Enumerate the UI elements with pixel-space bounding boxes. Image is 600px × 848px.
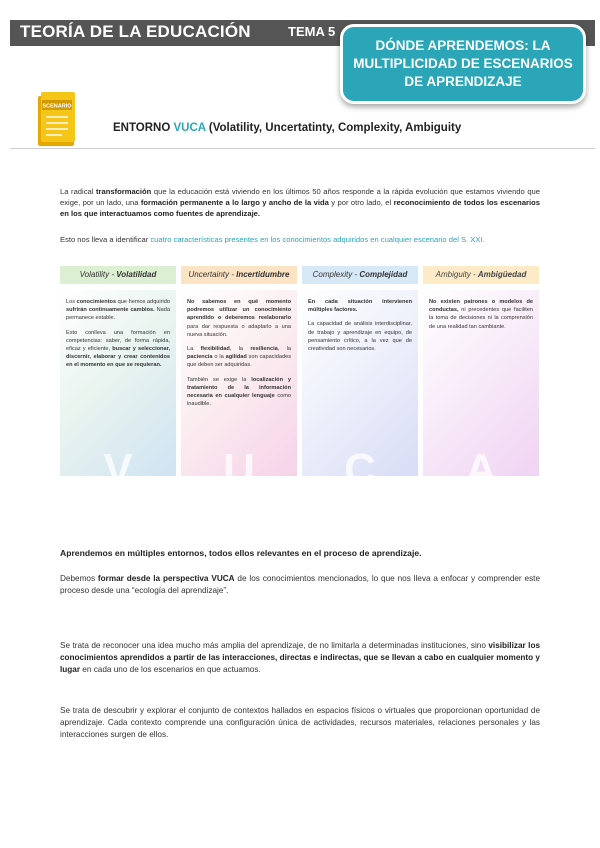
text: La radical [60,187,97,196]
card-header-bold: Volatilidad [116,270,157,279]
text: También se exige la [187,376,252,383]
text: son capacidades que deben ser adquiridas. [187,354,291,369]
text-bold: sufrirán continuamente cambios. [66,307,155,314]
text: ni precedentes que faciliten la toma de decisiones ni la comprensión de una realidad tan cambiante. [429,307,533,330]
text-bold: visibilizar los conocimientos aprendidos a partir de las interacciones, directas e indirectas, que se llevan a cabo en cualquier momento y lugar [60,641,541,674]
text: Debemos [60,574,98,583]
text: , la [277,346,291,353]
text-bold: No sabemos en qué momento podremos utilizar un conocimiento aprendido o deberemos reelaborarlo [187,299,291,322]
card-header-prefix: Complexity - [312,270,360,279]
entorno-vuca: VUCA [173,122,206,134]
text-bold: flexibilidad [200,346,230,353]
text: de los conocimientos mencionados, lo que nos lleva a enfocar y comprender este proceso desde una “ecología del aprendizaje”. [60,574,540,595]
topic-title-box [340,24,586,104]
card-ambiguity [423,266,539,494]
card-volatility [60,266,176,494]
section-paragraph-1 [60,573,540,597]
text: Nada permanece estable. [66,307,170,322]
card-complexity [302,266,418,494]
text-bold: buscar y seleccionar, discernir, elaborar y crear contenidos en el momento en que se requieran. [66,346,171,369]
entorno-prefix: ENTORNO [113,122,174,134]
text-bold: localización y tratamiento de la información necesaria en cualquier lenguaje [187,376,291,400]
text: y por otro lado, el [328,198,394,207]
text: La capacidad de análisis interdisciplinar, de trabajo y aprendizaje en equipo, de pensamiento crítico, a la vez que de creatividad son necesarios. [308,321,412,353]
card-body [423,290,539,494]
topic-title: DÓNDE APRENDEMOS: LA MULTIPLICIDAD DE ESCENARIOS DE APRENDIZAJE [353,38,573,89]
text-bold: agilidad [225,354,247,361]
card-header-bold: Incertidumbre [236,270,290,279]
text: que hemos adquirido [116,299,170,305]
text: para dar respuesta o adaptarlo a una nueva situación. [187,323,291,338]
intro-paragraph-2 [60,234,540,245]
card-header-bold: Ambigüedad [477,270,527,279]
text: , la [229,346,251,353]
entorno-heading [113,122,461,134]
folder-icon [35,90,79,148]
card-header [60,266,176,284]
entorno-suffix: (Volatility, Uncertatinty, Complexity, Ambiguity [205,122,462,134]
text-bold: paciencia [187,354,213,361]
card-letter: C [344,444,376,494]
section-paragraph-2 [60,640,540,676]
intro-paragraph-1 [60,186,540,219]
card-header [302,266,418,284]
text: Se trata de reconocer una idea mucho más amplia del aprendizaje, de no limitarla a determinadas instituciones, sino [60,641,489,650]
card-letter: V [103,444,133,494]
card-header-prefix: Uncertainty - [188,270,237,279]
card-letter: A [465,444,497,494]
card-header [423,266,539,284]
card-header-prefix: Ambiguity - [435,270,478,279]
text: como inaudible. [187,393,291,408]
text: Se trata de descubrir y explorar el conjunto de contextos hallados en espacios físicos o virtuales que proporcionan oportunidad de aprendizaje. Cada contexto comprende una configuración única de actividades, recursos materiales, relaciones personales y las interacciones surgen de ellos. [60,706,540,739]
text-highlight: cuatro características presentes en los conocimientos adquiridos en cualquier escenario del S. XXI. [150,235,485,244]
text: Esto conlleva una formación en competencias: saber, de forma rápida, eficaz y eficiente, [66,329,170,353]
card-body [181,290,297,494]
course-title: TEORÍA DE LA EDUCACIÓN [20,22,251,41]
card-header-bold: Complejidad [359,270,408,279]
vuca-cards [60,266,540,494]
text-bold: No existen patrones o modelos de conductas, [429,299,533,314]
card-letter: U [223,444,255,494]
text: Esto nos lleva a identificar [60,235,151,244]
divider [10,148,595,149]
text-bold: reconocimiento de todos los escenarios en los que interactuamos como fuentes de aprendizaje. [60,198,540,218]
text: en cada uno de los escenarios en que actuamos. [80,665,261,674]
text: Los [66,299,77,305]
card-uncertainty [181,266,297,494]
text-bold: transformación [96,187,152,196]
text: o la [212,354,226,361]
text-bold: En cada situación intervienen múltiples factores. [308,299,412,314]
card-header [181,266,297,284]
section-paragraph-3 [60,705,540,741]
tema-label: TEMA 5 [288,24,336,39]
folder-label: SCENARIO [42,103,72,110]
card-header-prefix: Volatility - [79,270,117,279]
text: La [187,346,201,353]
text: que la educación está viviendo en los últimos 50 años responde a la rápida evolución que estamos viviendo que exige, por un lado, una [60,187,540,207]
card-body [302,290,418,494]
section-heading: Aprendemos en múltiples entornos, todos ellos relevantes en el proceso de aprendizaje. [60,548,422,558]
text-bold: resiliencia [250,346,278,353]
text-highlight: formar desde la perspectiva VUCA [97,574,235,583]
text-bold: conocimientos [76,299,117,305]
text-bold: formación permanente a lo largo y ancho de la vida [140,198,329,207]
card-body [60,290,176,494]
